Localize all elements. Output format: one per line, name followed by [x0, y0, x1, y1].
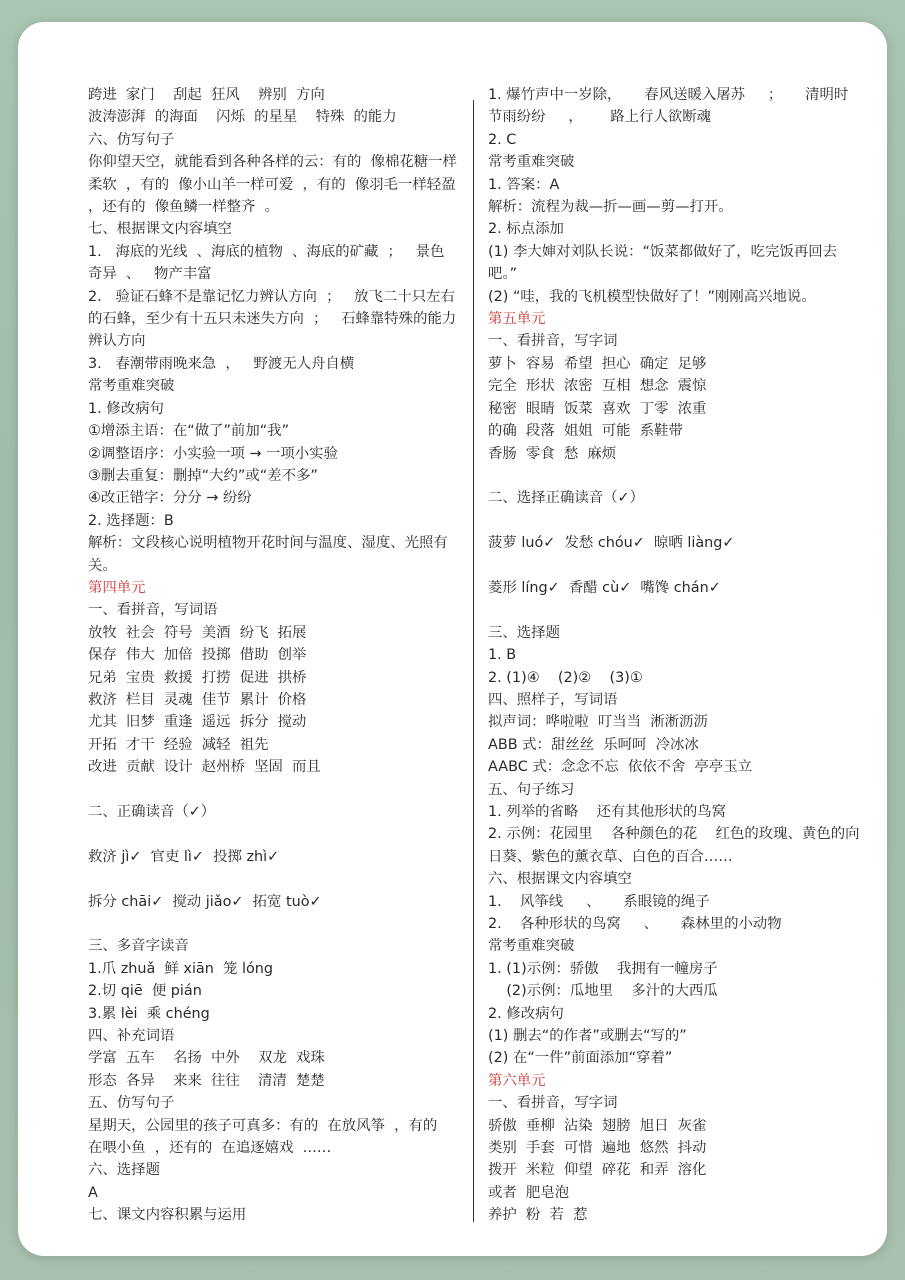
text-line: 开拓 才干 经验 减轻 祖先 — [88, 736, 269, 753]
text-line: 四、照样子，写词语 — [488, 691, 618, 708]
text-line: 保存 伟大 加倍 投掷 借助 创举 — [88, 647, 307, 664]
text-line: 类别 手套 可惜 遍地 悠然 抖动 — [488, 1140, 707, 1157]
text-line: 六、选择题 — [88, 1162, 160, 1179]
text-line: 二、正确读音（✓） — [88, 803, 216, 820]
text-line: 形态 各异 来来 往往 清清 楚楚 — [88, 1072, 325, 1089]
text-line: (2) “哇，我的飞机模型快做好了！”刚刚高兴地说。 — [488, 288, 816, 305]
text-line: 五、句子练习 — [488, 781, 575, 798]
text-line: 2.切 qiē 便 pián — [88, 983, 202, 1000]
text-line: 拟声词：哗啦啦 叮当当 淅淅沥沥 — [488, 714, 708, 731]
text-line: 六、仿写句子 — [88, 131, 175, 148]
left-column — [88, 84, 465, 1227]
text-line: 1. 爆竹声中一岁除， 春风送暖入屠苏 ； 清明时节雨纷纷 ， 路上行人欲断魂 — [488, 87, 849, 126]
text-line: 改进 贡献 设计 赵州桥 坚固 而且 — [88, 759, 321, 776]
right-column — [488, 84, 860, 1227]
text-line: 三、多音字读音 — [88, 938, 189, 955]
text-line: 萝卜 容易 希望 担心 确定 足够 — [488, 355, 707, 372]
text-line: 2. 标点添加 — [488, 221, 564, 238]
text-line: ④改正错字：分分 → 纷纷 — [88, 490, 252, 507]
text-line: (1) 删去“的作者”或删去“写的” — [488, 1028, 687, 1044]
unit-heading: 第五单元 — [488, 311, 546, 328]
text-line: 星期天，公园里的孩子可真多：有的 在放风筝 ，有的 在喂小鱼 ，还有的 在追逐嬉戏 …… — [88, 1117, 447, 1157]
text-line: AABC 式：念念不忘 依依不舍 亭亭玉立 — [488, 759, 753, 776]
text-line: 波涛澎湃 的海面 闪烁 的星星 特殊 的能力 — [88, 109, 397, 126]
text-line: 三、选择题 — [488, 624, 560, 641]
text-line: 的确 段落 姐姐 可能 系鞋带 — [488, 423, 683, 440]
text-line: 救济 栏目 灵魂 佳节 累计 价格 — [88, 691, 307, 708]
text-line: ②调整语序：小实验一项 → 一项小实验 — [88, 445, 338, 462]
unit-heading: 第六单元 — [488, 1072, 546, 1089]
text-line: A — [88, 1184, 98, 1201]
text-line: 救济 jì✓ 官吏 lì✓ 投掷 zhì✓ — [88, 848, 280, 865]
text-line: 2. 验证石蜂不是靠记忆力辨认方向 ； 放飞二十只左右的石蜂，至少有十五只未迷失方向 ； 石蜂靠特殊的能力辨认方向 — [88, 288, 457, 350]
text-line: 骄傲 垂柳 沾染 翅膀 旭日 灰雀 — [488, 1117, 707, 1134]
text-line: 一、看拼音，写字词 — [488, 333, 618, 350]
text-line: 一、看拼音，写字词 — [488, 1095, 618, 1112]
text-line: ①增添主语：在“做了”前加“我” — [88, 423, 290, 440]
text-line: 2. 选择题：B — [88, 512, 174, 529]
text-line: 或者 肥皂泡 — [488, 1184, 570, 1201]
text-line: 1. 修改病句 — [88, 400, 164, 417]
text-line: ABB 式：甜丝丝 乐呵呵 冷冰冰 — [488, 736, 699, 753]
text-line: 常考重难突破 — [488, 938, 575, 955]
text-line: 2. 各种形状的鸟窝 、 森林里的小动物 — [488, 915, 782, 932]
text-line: 二、选择正确读音（✓） — [488, 490, 644, 507]
text-line: 1. 列举的省略 还有其他形状的鸟窝 — [488, 803, 727, 820]
text-line: 2. 示例：花园里 各种颜色的花 红色的玫瑰、黄色的向日葵、紫色的薰衣草、白色的百合…… — [488, 826, 860, 865]
text-line: 解析：流程为裁—折—画—剪—打开。 — [488, 199, 733, 216]
text-line: 3. 春潮带雨晚来急 ， 野渡无人舟自横 — [88, 355, 355, 372]
text-line: 2. C — [488, 131, 517, 148]
text-line: 解析：文段核心说明植物开花时间与温度、湿度、光照有关。 — [88, 535, 448, 574]
text-line: 一、看拼音，写词语 — [88, 602, 218, 619]
text-line: ③删去重复：删掉“大约”或“差不多” — [88, 467, 318, 484]
text-line: 1. 海底的光线 、海底的植物 、海底的矿藏 ； 景色奇异 、 物产丰富 — [88, 243, 445, 283]
text-line: (2) 在“一件”前面添加“穿着” — [488, 1050, 673, 1067]
text-line: 尤其 旧梦 重逢 遥远 拆分 搅动 — [88, 714, 307, 731]
text-line: 2. (1)④ (2)② (3)① — [488, 669, 643, 686]
text-line: 养护 粉 若 惹 — [488, 1207, 588, 1224]
text-line: 兄弟 宝贵 救援 打捞 促进 拱桥 — [88, 669, 307, 686]
text-line: 香肠 零食 愁 麻烦 — [488, 445, 617, 462]
text-line: 秘密 眼睛 饭菜 喜欢 丁零 浓重 — [488, 400, 707, 417]
text-line: 常考重难突破 — [88, 378, 175, 395]
text-line: 七、根据课文内容填空 — [88, 221, 232, 238]
text-line: 1. 风筝线 、 系眼镜的绳子 — [488, 893, 710, 910]
text-line: 你仰望天空，就能看到各种各样的云：有的 像棉花糖一样柔软 ，有的 像小山羊一样可爱 ，有的 像羽毛一样轻盈 ，还有的 像鱼鳞一样整齐 。 — [88, 154, 465, 216]
answer-sheet — [18, 22, 887, 1256]
text-line: 常考重难突破 — [488, 154, 575, 171]
text-line: 拆分 chāi✓ 搅动 jiǎo✓ 拓宽 tuò✓ — [88, 893, 322, 910]
text-line: 完全 形状 浓密 互相 想念 震惊 — [488, 378, 707, 395]
text-line: 1. B — [488, 647, 517, 664]
text-line: (1) 李大婶对刘队长说：“饭菜都做好了，吃完饭再回去吧。” — [488, 243, 838, 283]
column-divider — [473, 100, 474, 1222]
text-line: 1. 答案：A — [488, 176, 560, 193]
text-line: 菱形 líng✓ 香醋 cù✓ 嘴馋 chán✓ — [488, 579, 721, 596]
text-line: 七、课文内容积累与运用 — [88, 1207, 247, 1224]
unit-heading: 第四单元 — [88, 579, 146, 596]
text-line: 拨开 米粒 仰望 碎花 和弄 溶化 — [488, 1162, 707, 1179]
text-line: 学富 五车 名扬 中外 双龙 戏珠 — [88, 1050, 325, 1067]
text-line: 菠萝 luó✓ 发愁 chóu✓ 晾晒 liàng✓ — [488, 535, 735, 552]
text-line: 1. (1)示例：骄傲 我拥有一幢房子 — [488, 960, 718, 977]
text-line: 2. 修改病句 — [488, 1005, 564, 1022]
text-line: (2)示例：瓜地里 多汁的大西瓜 — [488, 983, 718, 1000]
text-line: 3.累 lèi 乘 chéng — [88, 1005, 210, 1022]
text-line: 1.爪 zhuǎ 鲜 xiān 笼 lóng — [88, 960, 274, 977]
text-line: 放牧 社会 符号 美酒 纷飞 拓展 — [88, 624, 307, 641]
text-line: 跨进 家门 刮起 狂风 辨别 方向 — [88, 87, 325, 103]
text-line: 六、根据课文内容填空 — [488, 871, 632, 888]
text-line: 四、补充词语 — [88, 1028, 175, 1044]
text-line: 五、仿写句子 — [88, 1095, 175, 1112]
